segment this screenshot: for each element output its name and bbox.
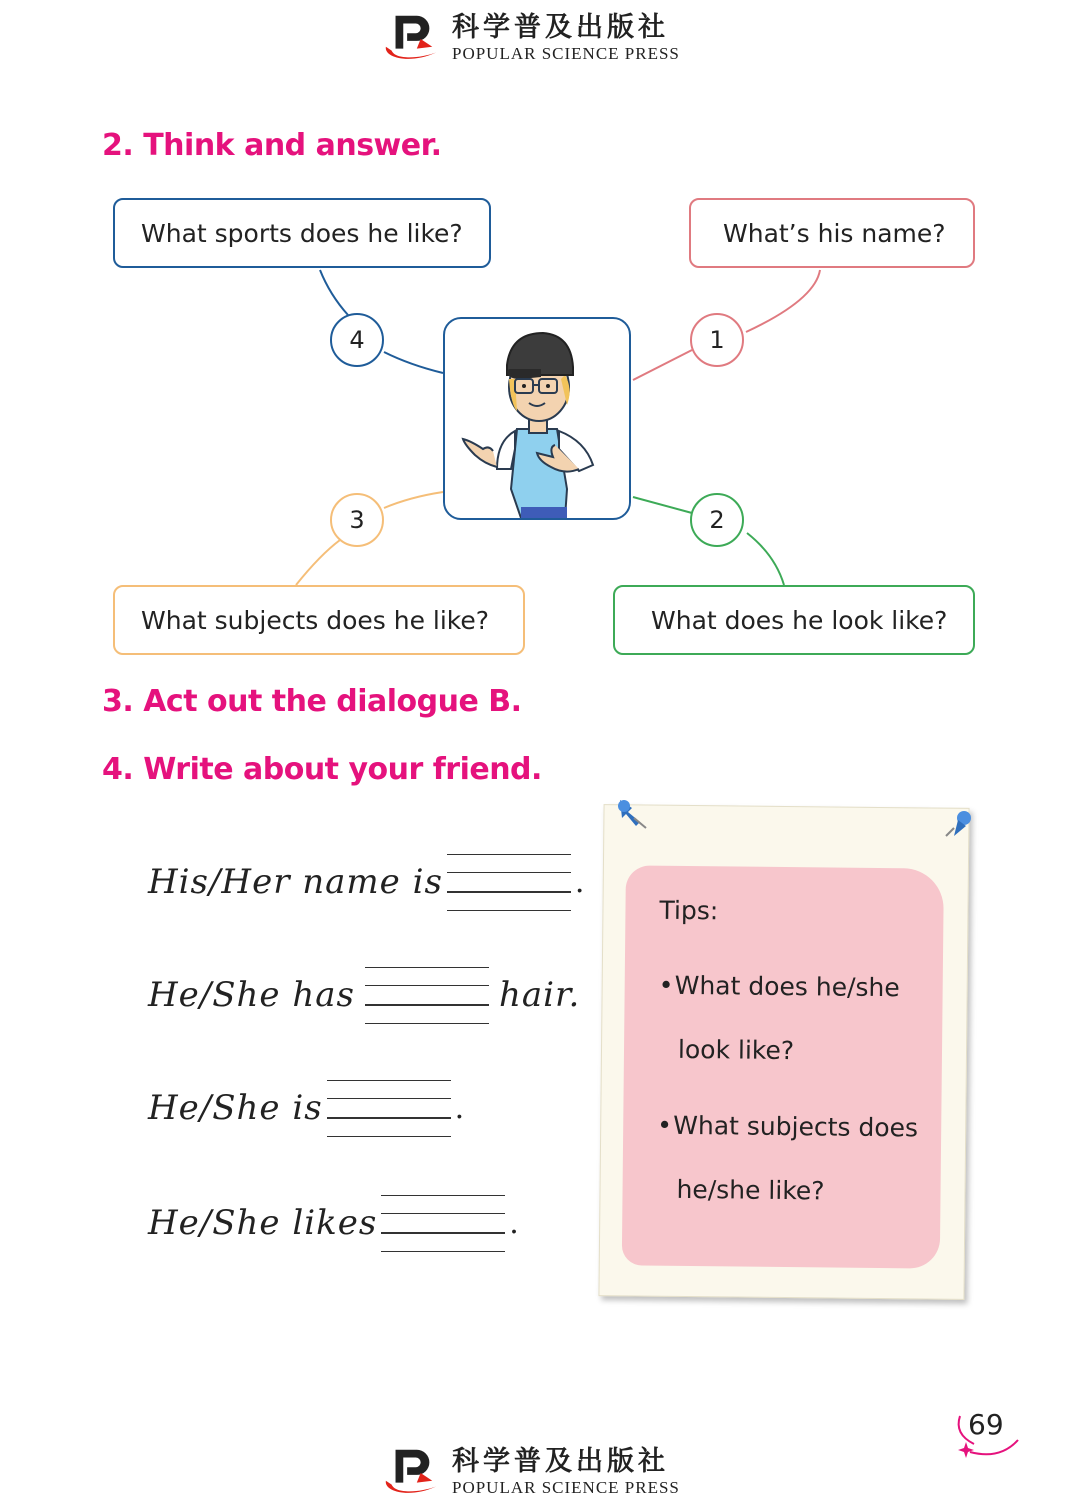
sentence-line-2 (148, 965, 580, 1025)
tip-line-1: What does he/she (674, 970, 900, 1003)
number-circle-2: 2 (690, 493, 744, 547)
connector-1 (746, 270, 820, 332)
sentence-start: He/She likes (148, 1203, 378, 1243)
question-text: What subjects does he like? (141, 605, 490, 635)
tip-line-2: he/she like? (676, 1174, 825, 1206)
number-circle-1: 1 (690, 313, 744, 367)
question-box-sports (113, 198, 491, 268)
answer-blank[interactable] (365, 967, 489, 1023)
section-2-title: 2. Think and answer. (102, 128, 442, 163)
question-box-subjects (113, 585, 525, 655)
answer-blank[interactable] (447, 854, 571, 910)
sentence-start: He/She has (148, 975, 355, 1015)
number-circle-4: 4 (330, 313, 384, 367)
number-circle-3: 3 (330, 493, 384, 547)
question-box-name (689, 198, 975, 268)
publisher-logo-bottom (382, 1444, 680, 1502)
answer-blank[interactable] (327, 1080, 451, 1136)
question-text: What does he look like? (651, 605, 948, 635)
connector-4 (320, 270, 348, 315)
pushpin-icon (612, 796, 652, 836)
pushpin-icon (940, 806, 980, 846)
sentence-end: hair. (498, 975, 581, 1015)
publisher-logo-icon (382, 1444, 440, 1502)
tip-item (658, 954, 959, 1085)
bullet-icon: • (657, 1110, 673, 1140)
sentence-start: He/She is (148, 1088, 323, 1128)
boy-portrait-frame (443, 317, 631, 520)
publisher-name-cn: 科学普及出版社 (452, 12, 669, 43)
publisher-name-en: POPULAR SCIENCE PRESS (452, 44, 680, 63)
sentence-end: . (509, 1205, 519, 1241)
connector-3b (384, 492, 443, 508)
publisher-name-cn: 科学普及出版社 (452, 1446, 669, 1477)
connector-4b (384, 352, 443, 373)
bullet-icon: • (658, 970, 674, 1000)
boy-illustration (445, 319, 629, 518)
publisher-name-en: POPULAR SCIENCE PRESS (452, 1478, 680, 1497)
question-text: What’s his name? (723, 218, 946, 248)
section-4-title: 4. Write about your friend. (102, 752, 542, 787)
page-number: 69 (968, 1408, 1004, 1441)
connector-3 (296, 540, 340, 585)
sentence-end: . (454, 1090, 465, 1126)
answer-blank[interactable] (381, 1195, 505, 1251)
tips-note (598, 804, 969, 1300)
connector-2 (747, 533, 784, 585)
sentence-line-3 (148, 1078, 464, 1138)
sentence-start: His/Her name is (148, 862, 443, 902)
sentence-line-1 (148, 852, 584, 912)
tip-line-2: look like? (677, 1034, 795, 1066)
tips-title: Tips: (659, 895, 719, 926)
section-3-title: 3. Act out the dialogue B. (102, 684, 522, 719)
sentence-line-4 (148, 1193, 519, 1253)
tip-item (656, 1094, 957, 1225)
question-box-looks (613, 585, 975, 655)
question-text: What sports does he like? (141, 218, 463, 248)
tip-line-1: What subjects does (673, 1110, 919, 1143)
connector-2b (633, 497, 692, 513)
connector-1b (633, 350, 692, 380)
sentence-end: . (574, 864, 585, 900)
